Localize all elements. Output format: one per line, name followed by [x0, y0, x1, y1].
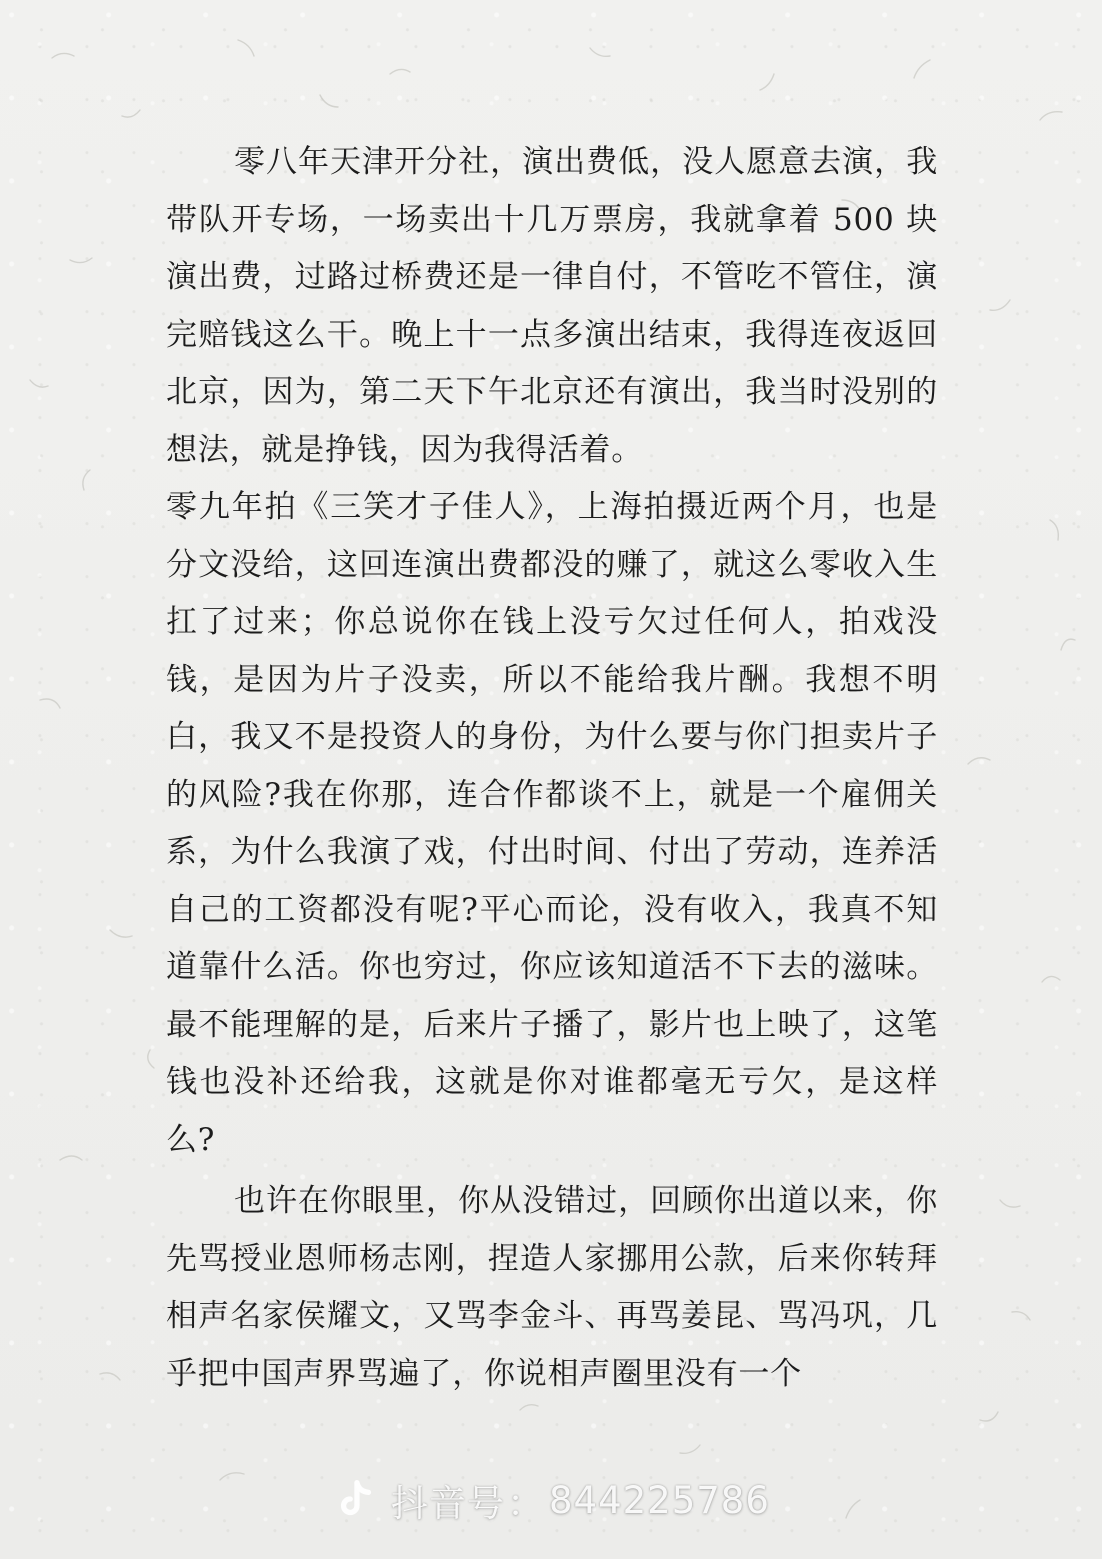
douyin-watermark — [333, 1472, 770, 1528]
watermark-account-id: 844225786 — [549, 1478, 770, 1522]
watermark-separator: ： — [507, 1482, 545, 1525]
paragraph: 零九年拍《三笑才子佳人》，上海拍摄近两个月，也是分文没给，这回连演出费都没的赚了，就这么零收入生扛了过来；你总说你在钱上没亏欠过任何人，拍戏没钱，是因为片子没卖，所以不能给我片酬。我想不明白，我又不是投资人的身份，为什么要与你门担卖片子的风险?我在你那，连合作都谈不上，就是一个雇佣关系，为什么我演了戏，付出时间、付出了劳动，连养活自己的工资都没有呢?平心而论，没有收入，我真不知道靠什么活。你也穷过，你应该知道活不下去的滋味。最不能理解的是，后来片子播了，影片也上映了，这笔钱也没补还给我，这就是你对谁都毫无亏欠，是这样么? — [166, 489, 938, 1158]
letter-text — [166, 134, 938, 1403]
paragraph: 零八年天津开分社，演出费低，没人愿意去演，我带队开专场，一场卖出十几万票房，我就拿着 500 块演出费，过路过桥费还是一律自付，不管吃不管住，演完赔钱这么干。晚上十一点多演出结束，我得连夜返回北京，因为，第二天下午北京还有演出，我当时没别的想法，就是挣钱，因为我得活着。 — [166, 144, 938, 468]
watermark-label: 抖音号 — [391, 1482, 505, 1525]
douyin-logo-icon — [333, 1477, 379, 1523]
paragraph: 也许在你眼里，你从没错过，回顾你出道以来，你先骂授业恩师杨志刚，捏造人家挪用公款，后来你转拜相声名家侯耀文，又骂李金斗、再骂姜昆、骂冯巩，几乎把中国声界骂遍了，你说相声圈里没有一个 — [166, 1183, 938, 1392]
